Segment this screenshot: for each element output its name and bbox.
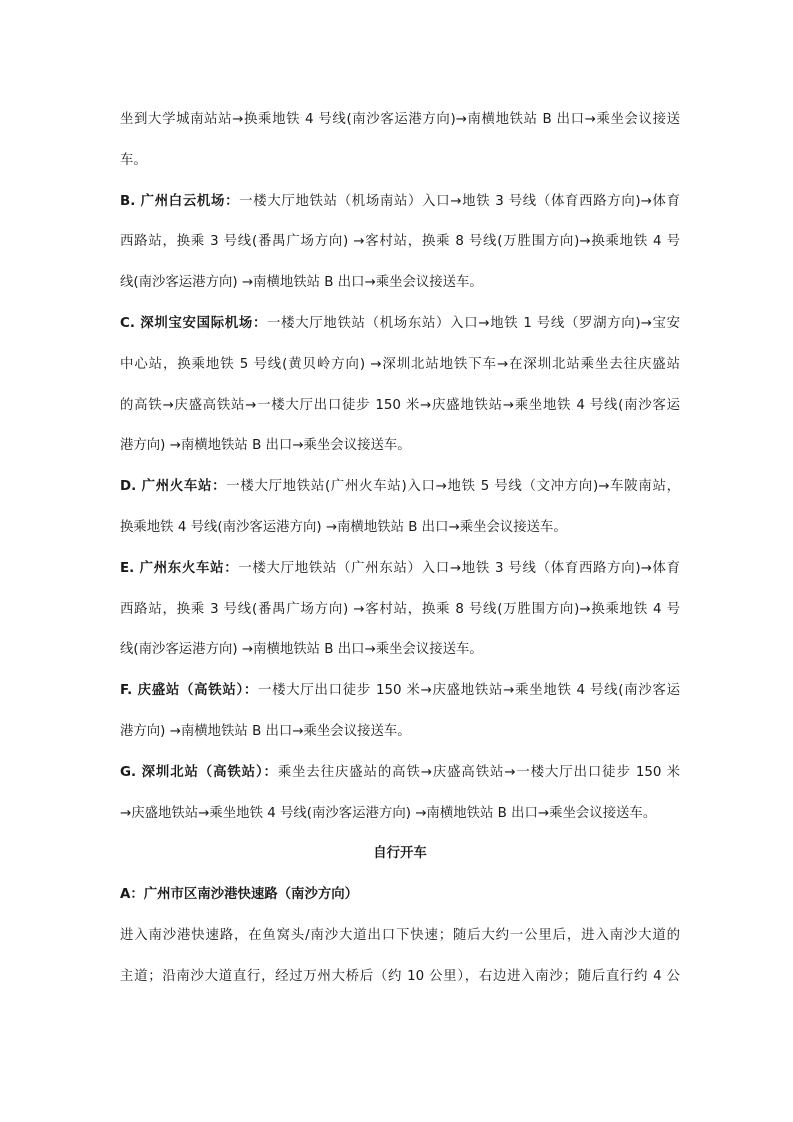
line-text: 一楼大厅出口徒步 150 米→庆盛地铁站→乘坐地铁 4 号线(南沙客运	[258, 683, 680, 699]
line-text: 中心站，换乘地铁 5 号线(黄贝岭方向) →深圳北站地铁下车→在深圳北站乘坐去往庆盛站	[120, 356, 680, 372]
text-line	[120, 712, 680, 753]
paragraph	[120, 916, 680, 998]
paragraph	[120, 467, 680, 549]
text-line	[120, 794, 680, 835]
paragraph	[120, 834, 680, 875]
line-text: 一楼大厅地铁站（机场东站）入口→地铁 1 号线（罗湖方向)→宝安	[267, 315, 680, 331]
text-line	[120, 875, 680, 916]
location-label: C. 深圳宝安国际机场：	[120, 315, 268, 331]
line-text: 车。	[120, 152, 147, 168]
line-text: 的高铁→庆盛高铁站→一楼大厅出口徒步 150 米→庆盛地铁站→乘坐地铁 4 号线(南沙客运	[120, 397, 680, 413]
text-line	[120, 671, 680, 712]
text-line	[120, 508, 680, 549]
paragraph	[120, 182, 680, 304]
text-line	[120, 222, 680, 263]
line-text: 自行开车	[373, 846, 427, 862]
text-line	[120, 630, 680, 671]
location-label: D. 广州火车站：	[120, 479, 227, 495]
text-line	[120, 386, 680, 427]
paragraph	[120, 753, 680, 835]
text-line	[120, 753, 680, 794]
line-text: 一楼大厅地铁站（机场南站）入口→地铁 3 号线（体育西路方向)→体育	[239, 193, 680, 209]
line-text: 一楼大厅地铁站（广州东站）入口→地铁 3 号线（体育西路方向)→体育	[238, 560, 680, 576]
text-line	[120, 141, 680, 182]
paragraph	[120, 304, 680, 467]
line-text: 西路站，换乘 3 号线(番禺广场方向) →客村站，换乘 8 号线(万胜围方向)→换乘地铁 4 号	[120, 601, 680, 617]
text-line	[120, 834, 680, 875]
line-text: 一楼大厅地铁站(广州火车站)入口→地铁 5 号线（文冲方向)→车陂南站，	[226, 479, 680, 495]
location-label: G. 深圳北站（高铁站）：	[120, 764, 278, 780]
paragraph	[120, 671, 680, 753]
text-line	[120, 345, 680, 386]
line-text: 西路站，换乘 3 号线(番禺广场方向) →客村站，换乘 8 号线(万胜围方向)→换乘地铁 4 号	[120, 234, 680, 250]
paragraph	[120, 100, 680, 182]
text-line	[120, 304, 680, 345]
document-body	[120, 100, 680, 998]
line-text: 换乘地铁 4 号线(南沙客运港方向) →南横地铁站 B 出口→乘坐会议接送车。	[120, 519, 567, 535]
text-line	[120, 182, 680, 223]
text-line	[120, 549, 680, 590]
paragraph	[120, 875, 680, 916]
location-label: E. 广州东火车站：	[120, 560, 239, 576]
line-text: 主道；沿南沙大道直行，经过万州大桥后（约 10 公里），右边进入南沙；随后直行约 4 公	[120, 968, 680, 984]
line-text: 线(南沙客运港方向) →南横地铁站 B 出口→乘坐会议接送车。	[120, 642, 483, 658]
line-text: A：广州市区南沙港快速路（南沙方向）	[120, 887, 359, 903]
text-line	[120, 426, 680, 467]
text-line	[120, 957, 680, 998]
text-line	[120, 467, 680, 508]
line-text: 乘坐去往庆盛站的高铁→庆盛高铁站→一楼大厅出口徒步 150 米	[277, 764, 680, 780]
paragraph	[120, 549, 680, 671]
text-line	[120, 263, 680, 304]
text-line	[120, 590, 680, 631]
text-line	[120, 100, 680, 141]
line-text: 坐到大学城南站站→换乘地铁 4 号线(南沙客运港方向)→南横地铁站 B 出口→乘坐会议接送	[120, 112, 680, 127]
line-text: 线(南沙客运港方向) →南横地铁站 B 出口→乘坐会议接送车。	[120, 275, 483, 291]
line-text: →庆盛地铁站→乘坐地铁 4 号线(南沙客运港方向) →南横地铁站 B 出口→乘坐会议接送车。	[120, 805, 657, 821]
location-label: F. 庆盛站（高铁站）：	[120, 683, 259, 699]
line-text: 港方向) →南横地铁站 B 出口→乘坐会议接送车。	[120, 723, 411, 739]
line-text: 港方向) →南横地铁站 B 出口→乘坐会议接送车。	[120, 438, 411, 454]
text-line	[120, 916, 680, 957]
line-text: 进入南沙港快速路，在鱼窝头/南沙大道出口下快速；随后大约一公里后，进入南沙大道的	[120, 927, 680, 943]
location-label: B. 广州白云机场：	[120, 193, 240, 209]
